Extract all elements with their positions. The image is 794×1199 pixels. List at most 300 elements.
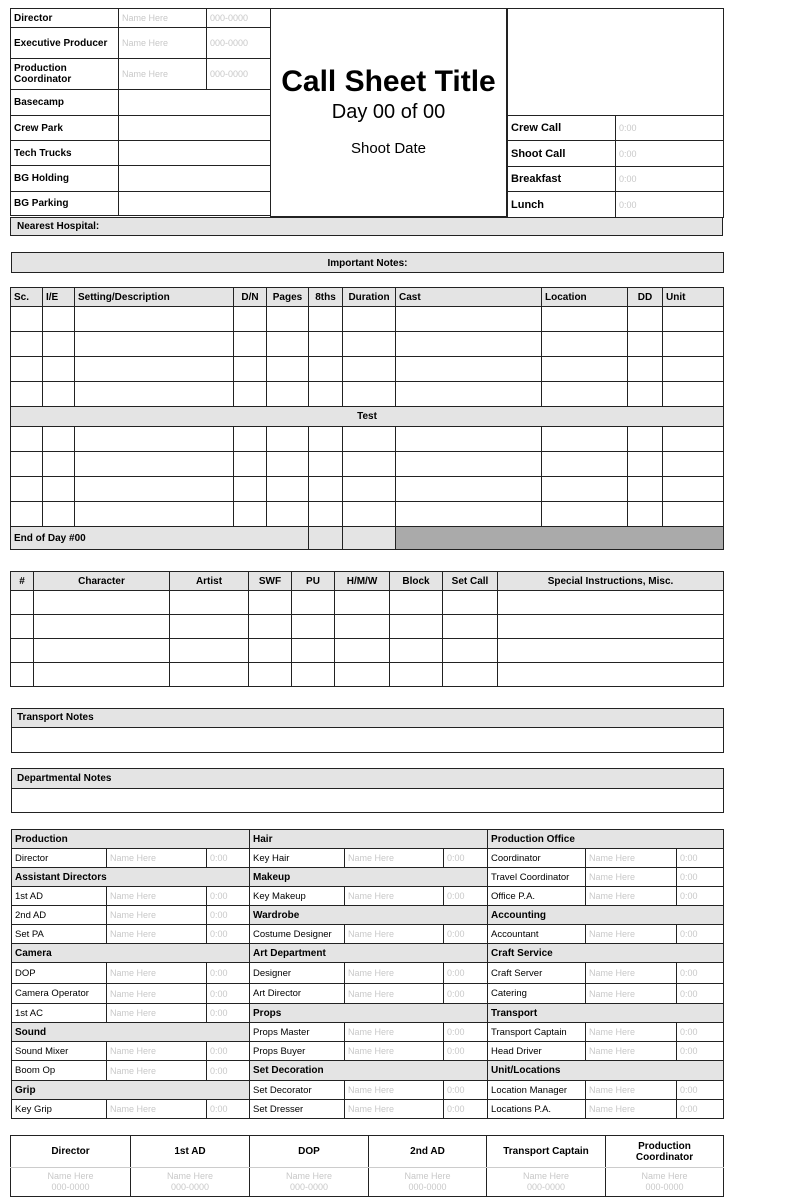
scene-cell[interactable] [234,382,267,407]
contact-role: Director [11,9,119,28]
scene-cell[interactable] [11,427,43,452]
cast-cell[interactable] [390,663,443,687]
key-contact-role: Transport Captain [487,1136,606,1168]
cast-cell[interactable] [11,615,34,639]
crew-name[interactable]: Name Here [107,925,207,944]
crew-role: 1st AD [12,887,107,906]
crew-row [12,1004,724,1023]
crew-row [12,887,724,906]
crew-time[interactable]: 0:00 [677,868,724,887]
scene-cell[interactable] [343,452,396,477]
key-contact-role: Director [11,1136,131,1168]
key-contact-phone: 000-0000 [170,1182,210,1192]
crew-role: Accountant [488,925,586,944]
scene-cell[interactable] [267,357,309,382]
scene-cell[interactable] [234,452,267,477]
scene-cell[interactable] [542,477,628,502]
crew-row [12,906,724,925]
scene-cell[interactable] [43,357,75,382]
scene-cell[interactable] [11,332,43,357]
scene-cell[interactable] [43,332,75,357]
total-duration[interactable] [343,527,396,550]
crew-name[interactable]: Name Here [107,963,207,984]
cast-cell[interactable] [335,615,390,639]
cast-cell[interactable] [292,663,335,687]
cast-cell[interactable] [170,663,249,687]
crew-department-header: Art Department [250,944,488,963]
scene-cell[interactable] [542,357,628,382]
crew-time[interactable]: 0:00 [677,1100,724,1119]
crew-name[interactable]: Name Here [586,925,677,944]
cast-column-header: Character [34,572,170,591]
crew-department-header: Accounting [488,906,724,925]
crew-role: Costume Designer [250,925,345,944]
key-contact-phone: 000-0000 [289,1182,329,1192]
crew-name[interactable]: Name Here [107,906,207,925]
scene-cell[interactable] [343,382,396,407]
crew-row [12,1061,724,1081]
cast-table [10,571,724,687]
cast-cell[interactable] [390,639,443,663]
scene-cell[interactable] [628,452,663,477]
scene-cell[interactable] [309,357,343,382]
scene-cell[interactable] [11,307,43,332]
crew-name[interactable]: Name Here [107,1004,207,1023]
cast-cell[interactable] [11,591,34,615]
crew-time[interactable]: 0:00 [444,984,488,1004]
scene-cell[interactable] [309,382,343,407]
call-label: Shoot Call [508,141,616,167]
scene-cell[interactable] [343,427,396,452]
crew-department-header: Production [12,830,250,849]
crew-role: Director [12,849,107,868]
scene-cell[interactable] [309,452,343,477]
key-contact-phone: 000-0000 [645,1182,684,1192]
cast-cell[interactable] [335,639,390,663]
scene-row [11,477,724,502]
cast-column-header: Set Call [443,572,498,591]
cast-cell[interactable] [34,615,170,639]
crew-time[interactable]: 0:00 [677,1081,724,1100]
cast-cell[interactable] [11,663,34,687]
crew-name[interactable]: Name Here [345,1081,444,1100]
scene-cell[interactable] [628,357,663,382]
scene-cell[interactable] [396,452,542,477]
scene-cell[interactable] [234,502,267,527]
scene-cell[interactable] [663,332,724,357]
cast-cell[interactable] [249,663,292,687]
scene-cell[interactable] [396,427,542,452]
scene-cell[interactable] [267,427,309,452]
cast-cell[interactable] [292,591,335,615]
nearest-hospital-label: Nearest Hospital: [17,221,100,232]
key-contacts-table [10,1135,724,1197]
cast-cell[interactable] [498,591,724,615]
key-contact-info[interactable] [250,1168,369,1197]
scene-column-header: Location [542,288,628,307]
scene-cell[interactable] [75,357,234,382]
crew-department-header: Unit/Locations [488,1061,724,1081]
scene-row [11,452,724,477]
crew-time[interactable]: 0:00 [677,887,724,906]
crew-role: Craft Server [488,963,586,984]
scene-cell[interactable] [75,502,234,527]
cast-cell[interactable] [170,591,249,615]
crew-name[interactable]: Name Here [586,1081,677,1100]
scene-cell[interactable] [343,477,396,502]
scene-row [11,332,724,357]
location-value[interactable] [119,166,271,192]
cast-cell[interactable] [249,639,292,663]
call-time[interactable]: 0:00 [616,192,724,218]
scene-cell[interactable] [75,332,234,357]
location-value[interactable] [119,192,271,216]
scene-cell[interactable] [343,307,396,332]
scene-cell[interactable] [663,502,724,527]
crew-name[interactable]: Name Here [107,887,207,906]
location-value[interactable] [119,90,271,116]
scene-cell[interactable] [628,502,663,527]
cast-row [11,591,724,615]
scene-cell[interactable] [309,502,343,527]
scene-cell[interactable] [234,477,267,502]
cast-cell[interactable] [390,591,443,615]
crew-time[interactable]: 0:00 [207,1042,250,1061]
key-contact-name: Name Here [404,1171,451,1181]
scene-cell[interactable] [11,452,43,477]
scene-cell[interactable] [75,427,234,452]
scene-cell[interactable] [267,332,309,357]
crew-time[interactable]: 0:00 [207,849,250,868]
scene-cell[interactable] [11,477,43,502]
scene-cell[interactable] [267,382,309,407]
call-time[interactable]: 0:00 [616,141,724,167]
scene-column-header: Sc. [11,288,43,307]
crew-row [12,1042,724,1061]
crew-name[interactable]: Name Here [345,1100,444,1119]
scene-cell[interactable] [75,452,234,477]
scene-cell[interactable] [396,477,542,502]
crew-name[interactable]: Name Here [345,1023,444,1042]
scene-cell[interactable] [396,382,542,407]
cast-column-header: H/M/W [335,572,390,591]
crew-name[interactable]: Name Here [586,868,677,887]
crew-name[interactable]: Name Here [345,887,444,906]
crew-role: Location Manager [488,1081,586,1100]
scene-cell[interactable] [43,307,75,332]
crew-time[interactable]: 0:00 [444,925,488,944]
crew-time[interactable]: 0:00 [207,906,250,925]
crew-role: 2nd AD [12,906,107,925]
crew-name[interactable]: Name Here [345,849,444,868]
cast-cell[interactable] [335,663,390,687]
departmental-notes-label: Departmental Notes [12,769,723,789]
call-time[interactable]: 0:00 [616,116,724,141]
scene-cell[interactable] [75,477,234,502]
scene-cell[interactable] [542,307,628,332]
key-contact-info[interactable] [369,1168,487,1197]
scene-cell[interactable] [234,427,267,452]
crew-role: Transport Captain [488,1023,586,1042]
scene-row [11,357,724,382]
key-contact-name: Name Here [166,1171,213,1181]
cast-cell[interactable] [443,663,498,687]
call-time[interactable]: 0:00 [616,167,724,192]
crew-time[interactable]: 0:00 [677,963,724,984]
transport-notes[interactable] [11,708,724,753]
location-value[interactable] [119,116,271,141]
crew-name[interactable]: Name Here [586,1023,677,1042]
crew-name[interactable]: Name Here [586,1042,677,1061]
scene-cell[interactable] [542,452,628,477]
scene-cell[interactable] [628,307,663,332]
cast-column-header: PU [292,572,335,591]
scene-cell[interactable] [75,307,234,332]
scene-cell[interactable] [628,382,663,407]
contact-phone[interactable]: 000-0000 [207,9,271,28]
scene-cell[interactable] [43,382,75,407]
scene-cell[interactable] [663,427,724,452]
scene-cell[interactable] [663,477,724,502]
key-contact-role: Production Coordinator [606,1136,724,1168]
cast-cell[interactable] [498,639,724,663]
scene-cell[interactable] [396,307,542,332]
key-contact-phone: 000-0000 [408,1182,447,1192]
header-right-table [507,8,724,218]
crew-role: Key Makeup [250,887,345,906]
scene-cell[interactable] [542,382,628,407]
scene-cell[interactable] [43,477,75,502]
crew-time[interactable]: 0:00 [444,1081,488,1100]
key-contact-role: 1st AD [131,1136,250,1168]
scene-cell[interactable] [542,502,628,527]
cast-cell[interactable] [11,639,34,663]
crew-name[interactable]: Name Here [107,984,207,1004]
cast-cell[interactable] [249,591,292,615]
cast-cell[interactable] [498,663,724,687]
key-contact-info[interactable] [606,1168,724,1197]
crew-role: Designer [250,963,345,984]
location-label: Crew Park [11,116,119,141]
scene-cell[interactable] [234,357,267,382]
crew-time[interactable]: 0:00 [444,963,488,984]
crew-name[interactable]: Name Here [345,963,444,984]
scene-cell[interactable] [343,332,396,357]
crew-name[interactable]: Name Here [586,887,677,906]
scene-column-header: DD [628,288,663,307]
scene-cell[interactable] [396,357,542,382]
crew-time[interactable]: 0:00 [207,1061,250,1081]
key-contact-info[interactable] [11,1168,131,1197]
scene-cell[interactable] [628,477,663,502]
scene-cell[interactable] [43,502,75,527]
scene-cell[interactable] [628,332,663,357]
scene-cell[interactable] [542,427,628,452]
crew-name[interactable]: Name Here [107,1061,207,1081]
scene-cell[interactable] [43,452,75,477]
contact-name[interactable]: Name Here [119,28,207,59]
crew-time[interactable]: 0:00 [207,1004,250,1023]
crew-role: Office P.A. [488,887,586,906]
crew-department-header: Props [250,1004,488,1023]
scene-cell[interactable] [309,427,343,452]
crew-name[interactable]: Name Here [107,849,207,868]
scene-cell[interactable] [267,307,309,332]
scene-divider: Test [11,407,724,427]
cast-cell[interactable] [170,639,249,663]
day-count: Day 00 of 00 [331,101,446,123]
crew-time[interactable]: 0:00 [207,887,250,906]
cast-column-header: # [11,572,34,591]
contact-name[interactable]: Name Here [119,59,207,90]
location-label: Tech Trucks [11,141,119,166]
logo-area [508,9,724,116]
crew-time[interactable]: 0:00 [207,984,250,1004]
crew-time[interactable]: 0:00 [677,984,724,1004]
cast-cell[interactable] [443,639,498,663]
crew-time[interactable]: 0:00 [444,1042,488,1061]
crew-name[interactable]: Name Here [345,925,444,944]
crew-time[interactable]: 0:00 [444,849,488,868]
cast-cell[interactable] [292,639,335,663]
crew-department-header: Sound [12,1023,250,1042]
scene-cell[interactable] [75,382,234,407]
scene-cell[interactable] [542,332,628,357]
scene-cell[interactable] [343,502,396,527]
cast-cell[interactable] [170,615,249,639]
scene-cell[interactable] [11,502,43,527]
crew-role: Key Grip [12,1100,107,1119]
cast-cell[interactable] [249,615,292,639]
departmental-notes[interactable] [11,768,724,813]
crew-name[interactable]: Name Here [107,1100,207,1119]
crew-role: Coordinator [488,849,586,868]
scene-cell[interactable] [11,382,43,407]
scene-cell[interactable] [663,307,724,332]
scene-cell[interactable] [663,452,724,477]
scene-cell[interactable] [663,382,724,407]
total-8ths[interactable] [309,527,343,550]
important-notes[interactable] [11,252,724,273]
crew-role: DOP [12,963,107,984]
key-contact-info[interactable] [487,1168,606,1197]
cast-cell[interactable] [443,591,498,615]
crew-name[interactable]: Name Here [586,963,677,984]
key-contact-info[interactable] [131,1168,250,1197]
cast-cell[interactable] [34,663,170,687]
call-label: Lunch [508,192,616,218]
scene-cell[interactable] [234,307,267,332]
scene-cell[interactable] [628,427,663,452]
end-of-day-label: End of Day #00 [11,527,309,550]
crew-row [12,944,724,963]
scene-cell[interactable] [396,502,542,527]
cast-cell[interactable] [34,639,170,663]
scene-cell[interactable] [663,357,724,382]
nearest-hospital[interactable] [10,217,723,236]
crew-row [12,1081,724,1100]
crew-time[interactable]: 0:00 [444,1100,488,1119]
crew-role: Props Master [250,1023,345,1042]
crew-role: Camera Operator [12,984,107,1004]
scene-cell[interactable] [267,502,309,527]
crew-role: Head Driver [488,1042,586,1061]
crew-name[interactable]: Name Here [586,1100,677,1119]
contact-phone[interactable]: 000-0000 [207,59,271,90]
crew-time[interactable]: 0:00 [444,1023,488,1042]
key-contact-name: Name Here [285,1171,332,1181]
cast-cell[interactable] [34,591,170,615]
crew-time[interactable]: 0:00 [677,1023,724,1042]
scene-cell[interactable] [43,427,75,452]
contact-role: Production Coordinator [11,59,119,90]
cast-cell[interactable] [390,615,443,639]
scene-row [11,427,724,452]
crew-name[interactable]: Name Here [586,849,677,868]
call-label: Breakfast [508,167,616,192]
end-of-day-fill [396,527,724,550]
cast-cell[interactable] [292,615,335,639]
scene-cell[interactable] [309,307,343,332]
crew-name[interactable]: Name Here [345,1042,444,1061]
scene-cell[interactable] [309,477,343,502]
cast-column-header: Special Instructions, Misc. [498,572,724,591]
contact-phone[interactable]: 000-0000 [207,28,271,59]
crew-role: Set Decorator [250,1081,345,1100]
scene-column-header: Setting/Description [75,288,234,307]
crew-time[interactable]: 0:00 [207,925,250,944]
cast-cell[interactable] [498,615,724,639]
scene-divider-row [11,407,724,427]
crew-row [12,1023,724,1042]
cast-cell[interactable] [335,591,390,615]
crew-role: Locations P.A. [488,1100,586,1119]
scene-cell[interactable] [343,357,396,382]
crew-table [11,829,724,1119]
key-contact-name: Name Here [641,1171,688,1181]
scene-cell[interactable] [267,452,309,477]
crew-time[interactable]: 0:00 [207,1100,250,1119]
key-contact-phone: 000-0000 [526,1182,566,1192]
crew-row [12,830,724,849]
crew-department-header: Makeup [250,868,488,887]
key-contact-role: DOP [250,1136,369,1168]
scene-cell[interactable] [267,477,309,502]
crew-time[interactable]: 0:00 [677,849,724,868]
contact-name[interactable]: Name Here [119,9,207,28]
crew-name[interactable]: Name Here [586,984,677,1004]
scene-cell[interactable] [309,332,343,357]
key-contact-name: Name Here [522,1171,569,1181]
cast-cell[interactable] [443,615,498,639]
crew-row [12,849,724,868]
cast-row [11,615,724,639]
location-value[interactable] [119,141,271,166]
crew-time[interactable]: 0:00 [677,925,724,944]
crew-name[interactable]: Name Here [345,984,444,1004]
scene-cell[interactable] [11,357,43,382]
scene-cell[interactable] [396,332,542,357]
crew-role: Set PA [12,925,107,944]
crew-time[interactable]: 0:00 [207,963,250,984]
cast-row [11,639,724,663]
scene-row [11,502,724,527]
crew-name[interactable]: Name Here [107,1042,207,1061]
scene-cell[interactable] [234,332,267,357]
cast-column-header: SWF [249,572,292,591]
crew-time[interactable]: 0:00 [444,887,488,906]
crew-time[interactable]: 0:00 [677,1042,724,1061]
